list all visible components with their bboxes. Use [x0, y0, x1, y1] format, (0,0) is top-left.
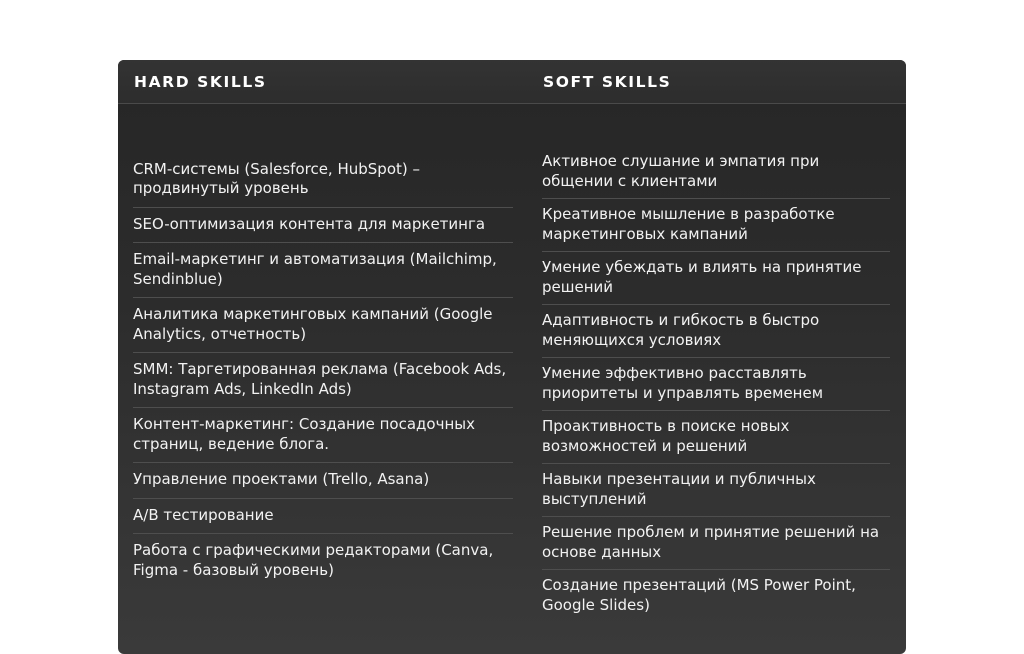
hard-skill-item: Работа с графическими редакторами (Canva, Figma - базовый уровень) [133, 541, 494, 579]
hard-skills-list [133, 159, 513, 588]
hard-skill-item: Контент-маркетинг: Создание посадочных страниц, ведение блога. [133, 408, 513, 463]
soft-skills-title: SOFT SKILLS [543, 73, 672, 91]
hard-skill-item: Email-маркетинг и автоматизация (Mailchimp, Sendinblue) [133, 243, 513, 298]
soft-skill-item: Активное слушание и эмпатия при общении с клиентами [542, 146, 890, 199]
hard-skill-item: Аналитика маркетинговых кампаний (Google Analytics, отчетность) [133, 298, 513, 353]
hard-skills-title: HARD SKILLS [134, 73, 267, 91]
soft-skill-item: Адаптивность и гибкость в быстро меняющихся условиях [542, 305, 890, 358]
hard-skill-item: SMM: Таргетированная реклама (Facebook Ads, Instagram Ads, LinkedIn Ads) [133, 353, 513, 408]
soft-skill-item: Умение убеждать и влиять на принятие решений [542, 252, 890, 305]
soft-skill-item: Решение проблем и принятие решений на основе данных [542, 517, 890, 570]
hard-skill-item: SEO-оптимизация контента для маркетинга [133, 208, 513, 244]
hard-skill-item: A/B тестирование [133, 499, 513, 535]
hard-skill-item: CRM-системы (Salesforce, HubSpot) – продвинутый уровень [133, 153, 513, 208]
soft-skill-item: Проактивность в поиске новых возможностей и решений [542, 411, 890, 464]
skills-header [118, 60, 906, 104]
hard-skill-item: Управление проектами (Trello, Asana) [133, 463, 513, 499]
soft-skill-item: Креативное мышление в разработке маркетинговых кампаний [542, 199, 890, 252]
soft-skills-list [542, 136, 890, 622]
soft-skill-item: Создание презентаций (MS Power Point, Google Slides) [542, 576, 856, 614]
soft-skill-item: Навыки презентации и публичных выступлений [542, 464, 890, 517]
skills-card [118, 60, 906, 654]
soft-skill-item: Умение эффективно расставлять приоритеты и управлять временем [542, 358, 890, 411]
